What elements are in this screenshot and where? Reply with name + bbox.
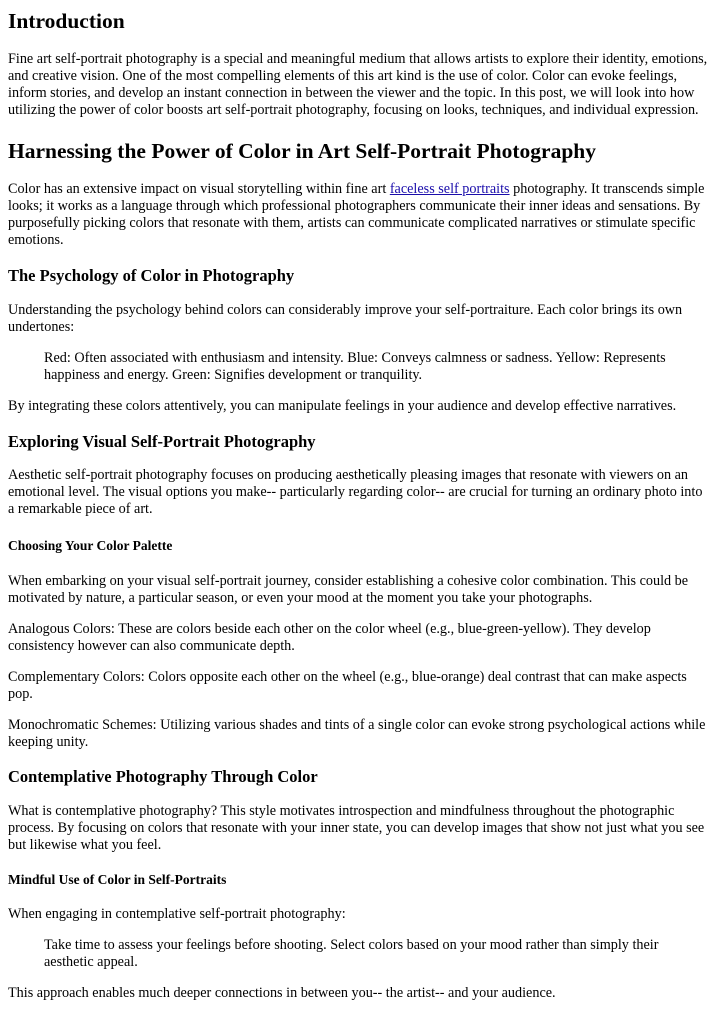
palette-paragraph: When embarking on your visual self-portrait journey, consider establishing a cohesive color combination. This could be motivated by nature, a particular season, or even your mood at the moment you take your photographs. (8, 573, 689, 606)
harness-paragraph (8, 181, 712, 249)
analogous-colors-paragraph: Analogous Colors: These are colors beside each other on the color wheel (e.g., blue-green-yellow). They develop consistency however can also communicate depth. (8, 621, 651, 654)
faceless-self-portraits-link[interactable]: faceless self portraits (389, 181, 510, 197)
complementary-colors-paragraph: Complementary Colors: Colors opposite each other on the wheel (e.g., blue-orange) deal contrast that can make aspects pop. (8, 669, 687, 702)
heading-mindful-use-of-color: Mindful Use of Color in Self-Portraits (8, 872, 227, 887)
heading-choosing-palette: Choosing Your Color Palette (8, 538, 173, 553)
psychology-closing-paragraph: By integrating these colors attentively, you can manipulate feelings in your audience and develop effective narratives. (8, 398, 677, 414)
heading-exploring-visual: Exploring Visual Self-Portrait Photography (8, 432, 316, 451)
heading-psychology-of-color: The Psychology of Color in Photography (8, 266, 295, 285)
harness-text-after: photography. It transcends simple looks; it works as a language through which professional photographers communicate their inner ideas and sensations. By purposefully picking colors that resonate with them, artists can communicate complicated narratives or stimulate specific emotions. (8, 181, 705, 248)
color-meanings-quote: Red: Often associated with enthusiasm and intensity. Blue: Conveys calmness or sadness. Yellow: Represents happiness and energy. Green: Signifies development or tranquility. (44, 350, 666, 383)
harness-text-before: Color has an extensive impact on visual storytelling within fine art (8, 181, 390, 197)
intro-paragraph: Fine art self-portrait photography is a special and meaningful medium that allows artists to explore their identity, emotions, and creative vision. One of the most compelling elements of this art kind is the use of color. Color can evoke feelings, inform stories, and develop an instant connection in between the viewer and the topic. In this post, we will look into how utilizing the power of color boosts art self-portrait photography, focusing on looks, techniques, and individual expression. (8, 51, 708, 118)
heading-contemplative-photography: Contemplative Photography Through Color (8, 767, 318, 786)
visual-paragraph: Aesthetic self-portrait photography focuses on producing aesthetically pleasing images that resonate with viewers on an emotional level. The visual options you make-- particularly regarding color-- are crucial for turning an ordinary photo into a remarkable piece of art. (8, 467, 703, 517)
article (0, 8, 720, 1002)
contemplative-paragraph: What is contemplative photography? This style motivates introspection and mindfulness throughout the photographic process. By focusing on colors that resonate with your inner state, you can develop images that show not just what you see but likewise what you feel. (8, 803, 705, 853)
heading-introduction: Introduction (8, 9, 125, 33)
heading-harnessing-color: Harnessing the Power of Color in Art Self-Portrait Photography (8, 139, 596, 163)
mindful-closing-paragraph: This approach enables much deeper connections in between you-- the artist-- and your audience. (8, 985, 556, 1001)
monochromatic-schemes-paragraph: Monochromatic Schemes: Utilizing various shades and tints of a single color can evoke strong psychological actions while keeping unity. (8, 717, 706, 750)
mindful-tips-quote: Take time to assess your feelings before shooting. Select colors based on your mood rather than simply their aesthetic appeal. (44, 937, 659, 970)
psychology-paragraph: Understanding the psychology behind colors can considerably improve your self-portraiture. Each color brings its own undertones: (8, 302, 683, 335)
mindful-intro-paragraph: When engaging in contemplative self-portrait photography: (8, 906, 346, 922)
